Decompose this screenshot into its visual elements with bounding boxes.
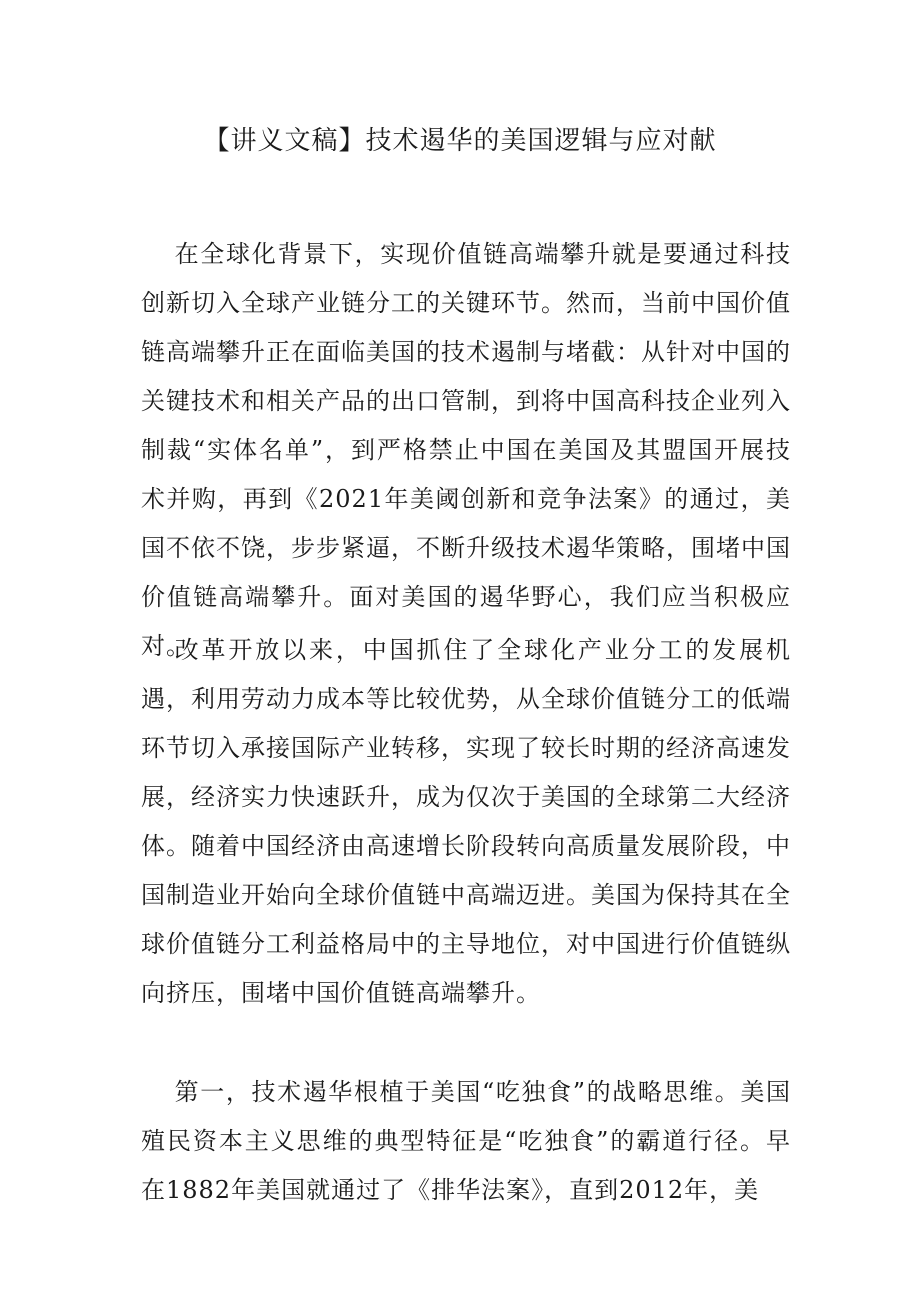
paragraph-block-2 <box>141 626 791 1018</box>
document-title: 【讲义文稿】技术遏华的美国逻辑与应对献 <box>203 126 717 156</box>
paragraph-block-1 <box>141 230 791 671</box>
paragraph-3: 第一，技术遏华根植于美国“吃独食”的战略思维。美国殖民资本主义思维的典型特征是“吃独食”的霸道行径。早在1882年美国就通过了《排华法案》，直到2012年，美 <box>141 1078 791 1204</box>
paragraph-block-3 <box>141 1068 791 1215</box>
paragraph-2: 改革开放以来，中国抓住了全球化产业分工的发展机遇，利用劳动力成本等比较优势，从全球价值链分工的低端环节切入承接国际产业转移，实现了较长时期的经济高速发展，经济实力快速跃升，成为仅次于美国的全球第二大经济体。随着中国经济由高速增长阶段转向高质量发展阶段，中国制造业开始向全球价值链中高端迈进。美国为保持其在全球价值链分工利益格局中的主导地位，对中国进行价值链纵向挤压，围堵中国价值链高端攀升。 <box>141 636 791 1007</box>
paragraph-1: 在全球化背景下，实现价值链高端攀升就是要通过科技创新切入全球产业链分工的关键环节。然而，当前中国价值链高端攀升正在面临美国的技术遏制与堵截：从针对中国的关键技术和相关产品的出口管制，到将中国高科技企业列入制裁“实体名单”，到严格禁止中国在美国及其盟国开展技术并购，再到《2021年美阈创新和竞争法案》的通过，美国不依不饶，步步紧逼，不断升级技术遏华策略，围堵中国价值链高端攀升。面对美国的遏华野心，我们应当积极应对。 <box>141 240 791 660</box>
